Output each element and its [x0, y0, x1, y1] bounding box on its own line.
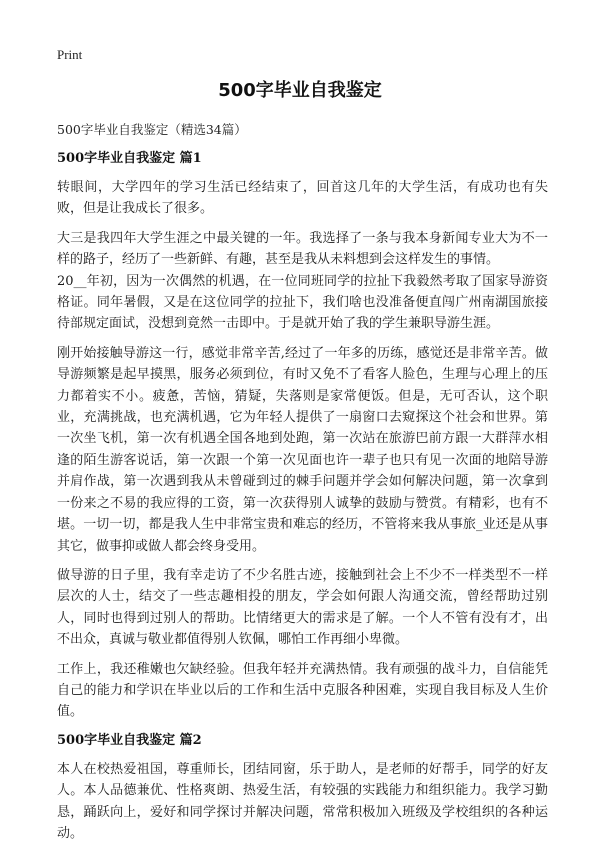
document-body [57, 149, 548, 852]
paragraph: 做导游的日子里，我有幸走访了不少名胜古迹，接触到社会上不少不一样类型不一样层次的人士，结交了一些志趣相投的朋友，学会如何跟人沟通交流，曾经帮助过别人，同时也得到过别人的帮助。比情绪更大的需求是了解。一个人不管有没有才，出不出众，真诚与敬业都值得别人钦佩，哪怕工作再细小卑微。 [57, 567, 548, 648]
paragraph: 刚开始接触导游这一行，感觉非常辛苦,经过了一年多的历练，感觉还是非常辛苦。做导游频繁是起早摸黑，服务必须到位，有时又免不了看客人脸色，生理与心理上的压力都着实不小。疲惫，苦恼，猜疑，失落则是家常便饭。但是，无可否认，这个职业，充满挑战，也充满机遇，它为年轻人提供了一扇窗口去窥探这个社会和世界。第一次坐飞机，第一次有机遇全国各地到处跑，第一次站在旅游巴前方跟一大群萍水相逢的陌生游客说话，第一次跟一个第一次见面也许一辈子也只有见一次面的地陪导游并肩作战，第一次遇到我从未曾碰到过的棘手问题并学会如何解决问题，第一次拿到一份来之不易的我应得的工资，第一次获得别人诚挚的鼓励与赞赏。有精彩，也有不堪。一切一切，都是我人生中非常宝贵和难忘的经历，不管将来我从事旅_业还是从事其它，做事抑或做人都会终身受用。 [57, 345, 548, 554]
paragraph: 工作上，我还稚嫩也欠缺经验。但我年轻并充满热情。我有顽强的战斗力，自信能凭自己的能力和学识在毕业以后的工作和生活中克服各种困难，实现自我目标及人生价值。 [57, 661, 548, 720]
paragraph: 20__年初，因为一次偶然的机遇，在一位同班同学的拉扯下我毅然考取了国家导游资格证。同年暑假，又是在这位同学的拉扯下，我们啥也没准备便直闯广州南湖国旅接待部规定面试，没想到竟然一击即中。于是就开始了我的学生兼职导游生涯。 [57, 273, 548, 332]
paragraph: 大三是我四年大学生涯之中最关键的一年。我选择了一条与我本身新闻专业大为不一样的路子，经历了一些新鲜、有趣，甚至是我从未料想到会这样发生的事情。 [57, 230, 548, 268]
print-link[interactable]: Print [57, 47, 83, 62]
paragraph: 转眼间，大学四年的学习生活已经结束了，回首这几年的大学生活，有成功也有失败，但是让我成长了很多。 [57, 180, 548, 217]
section-heading-2: 500字毕业自我鉴定 篇2 [57, 732, 202, 748]
document-subtitle: 500字毕业自我鉴定（精选34篇） [57, 122, 247, 137]
section-heading-1: 500字毕业自我鉴定 篇1 [57, 151, 202, 166]
document-title: 500字毕业自我鉴定 [218, 80, 382, 101]
paragraph: 本人在校热爱祖国，尊重师长，团结同窗，乐于助人，是老师的好帮手，同学的好友人。本人品德兼优、性格爽朗、热爱生活，有较强的实践能力和组织能力。我学习勤恳，踊跃向上，爱好和同学探讨并解决问题，常常积极加入班级及学校组织的各种运动。 [57, 761, 548, 841]
